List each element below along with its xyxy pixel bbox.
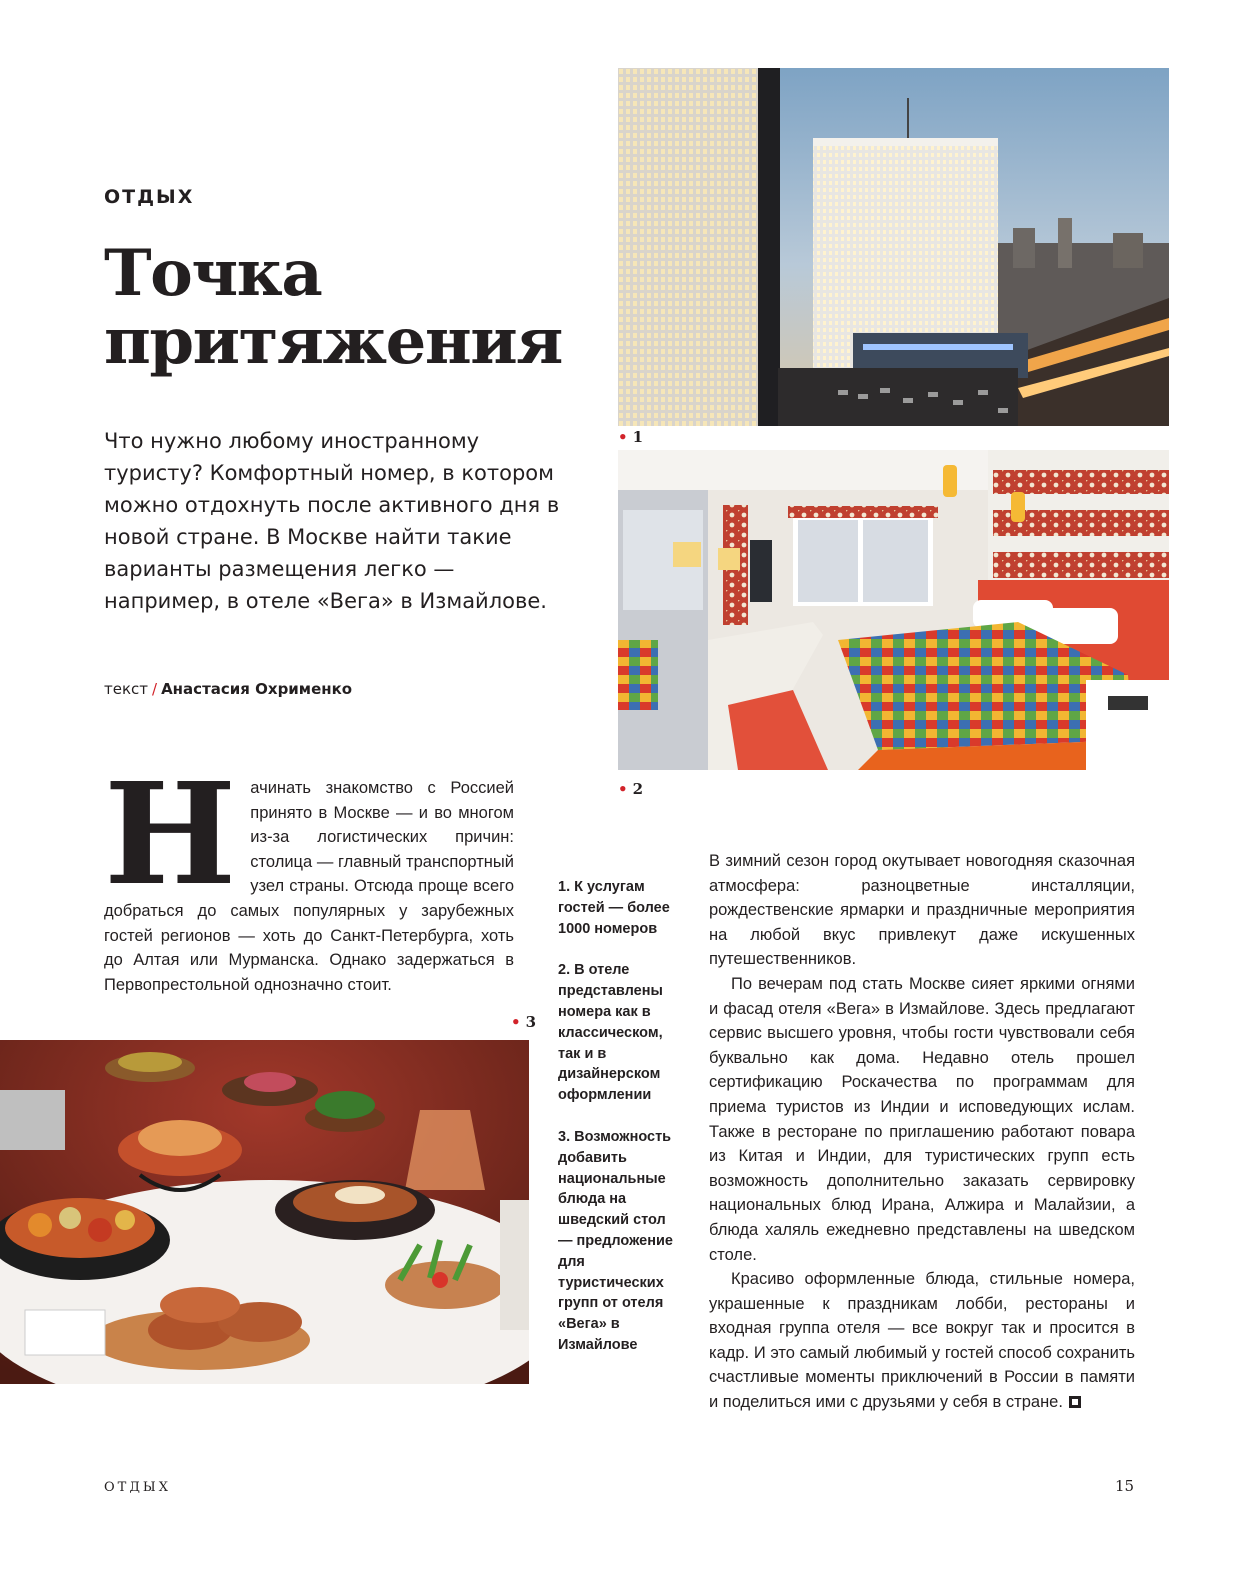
article-column-2 — [709, 849, 1135, 1415]
page-number: 15 — [1115, 1477, 1135, 1495]
caption-2: 2. В отеле представлены номера как в классическом, так и в дизайнерском оформлении — [558, 962, 663, 1104]
byline-author: Анастасия Охрименко — [161, 680, 353, 698]
end-of-article-icon — [1069, 1396, 1081, 1408]
photo-2-number: • 2 — [618, 780, 644, 798]
photo-3-number: • 3 — [511, 1013, 537, 1031]
title-line-2: притяжения — [104, 304, 562, 379]
article-column-1 — [104, 753, 514, 997]
byline-separator: / — [152, 680, 158, 698]
caption-1: 1. К услугам гостей — более 1000 номеров — [558, 879, 670, 937]
photo-buffet — [0, 1040, 529, 1384]
photo-hotel-room — [618, 450, 1169, 770]
byline-prefix: текст — [104, 680, 149, 698]
article-lead: Что нужно любому иностранному туристу? Комфортный номер, в котором можно отдохнуть после активного дня в новой стране. В Москве найти такие варианты размещения легко — например, в отеле «Вега» в Измайлове. — [104, 429, 560, 613]
byline — [104, 680, 352, 698]
paragraph-1: В зимний сезон город окутывает новогодняя сказочная атмосфера: разноцветные инсталляции, рождественские ярмарки и праздничные мероприятия на любой вкус привлекут даже искушенных путешественников. — [709, 852, 1135, 969]
dropcap: Н — [104, 753, 237, 917]
photo-captions — [558, 877, 683, 1377]
paragraph-3-text: Красиво оформленные блюда, стильные номера, украшенные к праздникам лобби, рестораны и входная группа отеля — все вокруг так и просится в кадр. И это самый любимый у гостей способ сохранить счастливые моменты приключений в России в памяти и поделиться ими с друзьями у себя в стране. — [709, 1270, 1135, 1412]
article-title — [104, 236, 584, 379]
paragraph-3 — [709, 1267, 1135, 1415]
title-line-1: Точка — [104, 236, 322, 311]
section-label: ОТДЫХ — [104, 186, 195, 208]
photo-hotel-exterior — [618, 68, 1169, 426]
photo-1-number: • 1 — [618, 428, 644, 446]
paragraph-2: По вечерам под стать Москве сияет яркими огнями и фасад отеля «Вега» в Измайлове. Здесь предлагают сервис высшего уровня, чтобы гости чувствовали себя буквально как дома. Недавно отель прошел сертификацию Роскачества по программам для приема туристов из Индии и исповедующих ислам. Также в ресторане по приглашению работают повара из Китая и Индии, для туристических групп есть возможность дополнительно заказать сервировку национальных блюд Ирана, Алжира и Малайзии, а блюда халяль ежедневно представлены на шведском столе. — [709, 974, 1135, 1264]
footer-section-label: ОТДЫХ — [104, 1480, 171, 1495]
caption-3: 3. Возможность добавить национальные блюда на шведский стол — предложение для туристических групп от отеля «Вега» в Измайлове — [558, 1128, 673, 1353]
column-1-text: ачинать знакомство с Россией принято в Москве — и во многом из-за логистических причин: столица — главный транспортный узел страны. Отсюда проще всего добраться до самых популярных у зарубежных гостей регионов — хоть до Санкт-Петербурга, хоть до Алтая или Мурманска. Однако задержаться в Первопрестольной однозначно стоит. — [104, 779, 514, 994]
